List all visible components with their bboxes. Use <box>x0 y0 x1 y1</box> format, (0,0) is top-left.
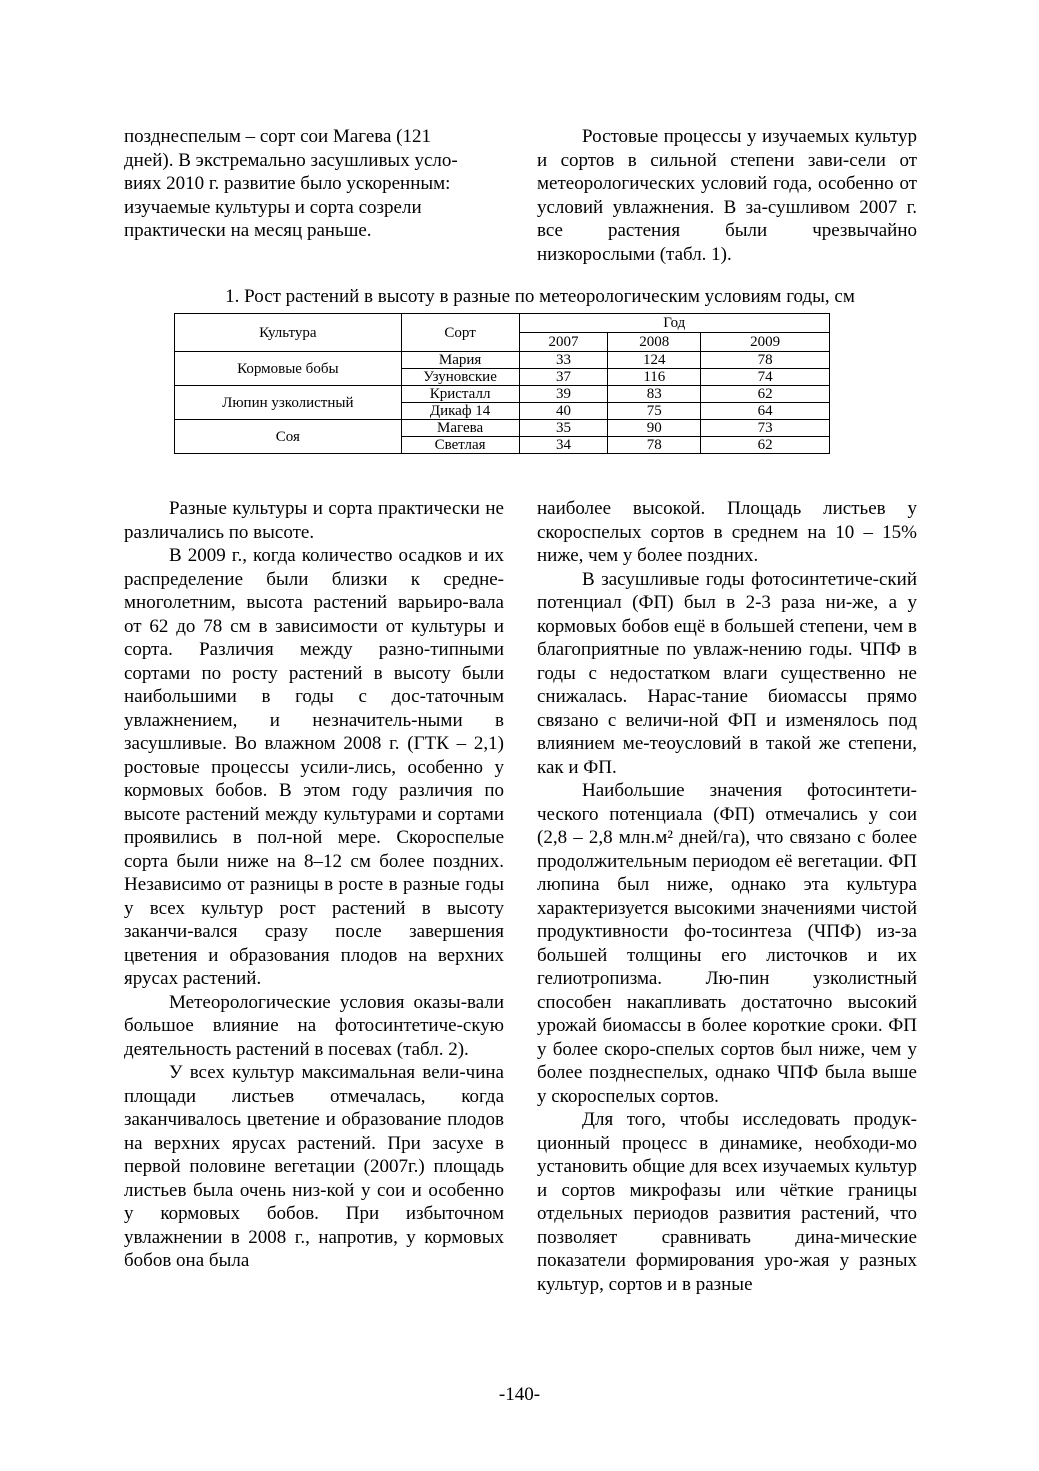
paragraph: наиболее высокой. Площадь листьев у скороспелых сортов в среднем на 10 – 15% ниже, чем у более поздних. <box>537 498 917 566</box>
height-table <box>174 313 830 454</box>
value-cell: 64 <box>701 403 830 420</box>
paragraph: Метеорологические условия оказы-вали большое влияние на фотосинтетиче-скую деятельность растений в посевах (табл. 2). <box>124 991 504 1060</box>
value-cell: 74 <box>701 369 830 386</box>
paragraph: Ростовые процессы у изучаемых культур и сортов в сильной степени зави-сели от метеорологических условий года, особенно от условий увлажнения. В за-сушливом 2007 г. все растения были чрезвычайно низкорослыми (табл. 1). <box>537 126 917 265</box>
column-top-left <box>124 125 504 243</box>
top-left-line: изучаемые культуры и сорта созрели <box>124 196 422 218</box>
crop-cell: Соя <box>175 420 402 454</box>
variety-cell: Магева <box>401 420 519 437</box>
value-cell: 33 <box>519 352 608 369</box>
value-cell: 35 <box>519 420 608 437</box>
value-cell: 75 <box>608 403 701 420</box>
value-cell: 62 <box>701 437 830 454</box>
column-bottom-left <box>124 497 504 1273</box>
year-cell: 2007 <box>519 333 608 352</box>
paragraph: В 2009 г., когда количество осадков и их распределение были близки к средне-многолетним, высота растений варьиро-вала от 62 до 78 см в зависимости от культуры и сорта. Различия между разно-типными сортами по росту растений в высоту были наибольшими в годы с дос-таточным увлажнением, и незначитель-ными в засушливые. Во влажном 2008 г. (ГТК – 2,1) ростовые процессы усили-лись, особенно у кормовых бобов. В этом году различия по высоте растений между культурами и сортами проявились в пол-ной мере. Скороспелые сорта были ниже на 8–12 см более поздних. Независимо от разницы в росте в разные годы у всех культур рост растений в высоту заканчи-вался сразу после завершения цветения и образования плодов на верхних ярусах растений. <box>124 545 504 989</box>
header-variety: Сорт <box>401 314 519 352</box>
table-row <box>175 420 830 437</box>
page-number: -140- <box>498 1384 541 1405</box>
header-year: Год <box>519 314 829 333</box>
paragraph: Наибольшие значения фотосинтети-ческого потенциала (ФП) отмечались у сои (2,8 – 2,8 млн.м² дней/га), что связано с более продолжительным периодом её вегетации. ФП люпина был ниже, однако эта культура характеризуется высокими значениями чистой продуктивности фо-тосинтеза (ЧПФ) из-за большей толщины его листочков и их гелиотропизма. Лю-пин узколистный способен накапливать достаточно высокий урожай биомассы в более короткие сроки. ФП у более скоро-спелых сортов был ниже, чем у более позднеспелых, однако ЧПФ была выше у скороспелых сортов. <box>537 780 917 1107</box>
value-cell: 62 <box>701 386 830 403</box>
variety-cell: Дикаф 14 <box>401 403 519 420</box>
table-row <box>175 386 830 403</box>
table-row <box>175 352 830 369</box>
top-left-line: дней). В экстремально засушливых усло- <box>124 149 458 171</box>
variety-cell: Мария <box>401 352 519 369</box>
value-cell: 83 <box>608 386 701 403</box>
value-cell: 78 <box>608 437 701 454</box>
value-cell: 116 <box>608 369 701 386</box>
value-cell: 39 <box>519 386 608 403</box>
value-cell: 90 <box>608 420 701 437</box>
paragraph: Разные культуры и сорта практически не различались по высоте. <box>124 498 504 543</box>
top-left-line: практически на месяц раньше. <box>124 220 372 241</box>
value-cell: 37 <box>519 369 608 386</box>
variety-cell: Узуновские <box>401 369 519 386</box>
variety-cell: Светлая <box>401 437 519 454</box>
top-left-line: виях 2010 г. развитие было ускоренным: <box>124 173 451 194</box>
value-cell: 73 <box>701 420 830 437</box>
paragraph: У всех культур максимальная вели-чина площади листьев отмечалась, когда заканчивалось цветение и образование плодов на верхних ярусах растений. При засухе в первой половине вегетации (2007г.) площадь листьев была очень низ-кой у сои и особенно у кормовых бобов. При избыточном увлажнении в 2008 г., напротив, у кормовых бобов она была <box>124 1062 504 1271</box>
paragraph: В засушливые годы фотосинтетиче-ский потенциал (ФП) был в 2-3 раза ни-же, а у кормовых бобов ещё в большей степени, чем в благоприятные по увлаж-нению годы. ЧПФ в годы с недостатком влаги существенно не снижалась. Нарас-тание биомассы прямо связано с величи-ной ФП и изменялось под влиянием ме-теоусловий в такой же степени, как и ФП. <box>537 568 917 778</box>
header-crop: Культура <box>175 314 402 352</box>
value-cell: 40 <box>519 403 608 420</box>
year-cell: 2008 <box>608 333 701 352</box>
value-cell: 124 <box>608 352 701 369</box>
variety-cell: Кристалл <box>401 386 519 403</box>
year-cell: 2009 <box>701 333 830 352</box>
table-header-row <box>175 314 830 333</box>
crop-cell: Кормовые бобы <box>175 352 402 386</box>
table-caption: 1. Рост растений в высоту в разные по метеорологическим условиям годы, см <box>225 286 855 307</box>
crop-cell: Люпин узколистный <box>175 386 402 420</box>
top-left-line: позднеспелым – сорт сои Магева (121 <box>124 126 431 147</box>
column-top-right <box>537 125 917 266</box>
paragraph: Для того, чтобы исследовать продук-ционный процесс в динамике, необходи-мо установить общие для всех изучаемых культур и сортов микрофазы или чёткие границы отдельных периодов развития растений, что позволяет сравнивать дина-мические показатели формирования уро-жая у разных культур, сортов и в разные <box>537 1109 917 1295</box>
value-cell: 34 <box>519 437 608 454</box>
value-cell: 78 <box>701 352 830 369</box>
column-bottom-right <box>537 497 917 1296</box>
